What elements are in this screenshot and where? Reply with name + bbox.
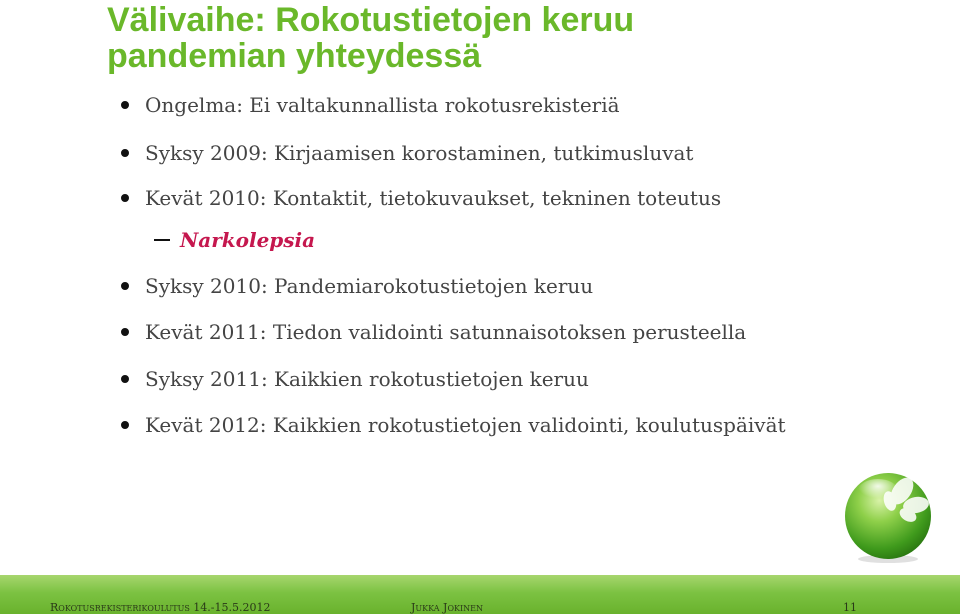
bullet-dot-icon [121,101,129,109]
bullet-text: Syksy 2010: Pandemiarokotustietojen keruu [145,274,594,298]
sub-bullet-item [180,228,315,252]
bullet-text: Kevät 2012: Kaikkien rokotustietojen validointi, koulutuspäivät [145,413,786,437]
slide-title-line-2: pandemian yhteydessä [107,37,482,75]
bullet-item [145,141,693,165]
bullet-item [145,186,721,210]
dash-icon [154,239,170,241]
bullet-text: Kevät 2010: Kontaktit, tietokuvaukset, tekninen toteutus [145,186,722,210]
bullet-dot-icon [121,375,129,383]
bullet-item [145,413,786,437]
bullet-dot-icon [121,282,129,290]
bullet-dot-icon [121,421,129,429]
footer-bar [0,575,960,614]
footer-event: Rokotusrekisterikoulutus 14.-15.5.2012 [50,601,271,614]
green-sphere-leaf-logo-icon [842,471,934,563]
footer-author: Jukka Jokinen [411,601,483,614]
slide-title-line-1: Välivaihe: Rokotustietojen keruu [107,1,635,39]
bullet-item [145,93,620,117]
bullet-dot-icon [121,194,129,202]
bullet-dot-icon [121,328,129,336]
bullet-item [145,367,589,391]
bullet-text: Syksy 2011: Kaikkien rokotustietojen keruu [145,367,589,391]
sub-bullet-text: Narkolepsia [180,228,316,252]
footer-page-number: 11 [843,601,857,614]
bullet-dot-icon [121,149,129,157]
bullet-item [145,320,746,344]
bullet-text: Ongelma: Ei valtakunnallista rokotusrekisteriä [145,93,620,117]
bullet-text: Kevät 2011: Tiedon validointi satunnaisotoksen perusteella [145,320,747,344]
bullet-text: Syksy 2009: Kirjaamisen korostaminen, tutkimusluvat [145,141,694,165]
bullet-item [145,274,593,298]
